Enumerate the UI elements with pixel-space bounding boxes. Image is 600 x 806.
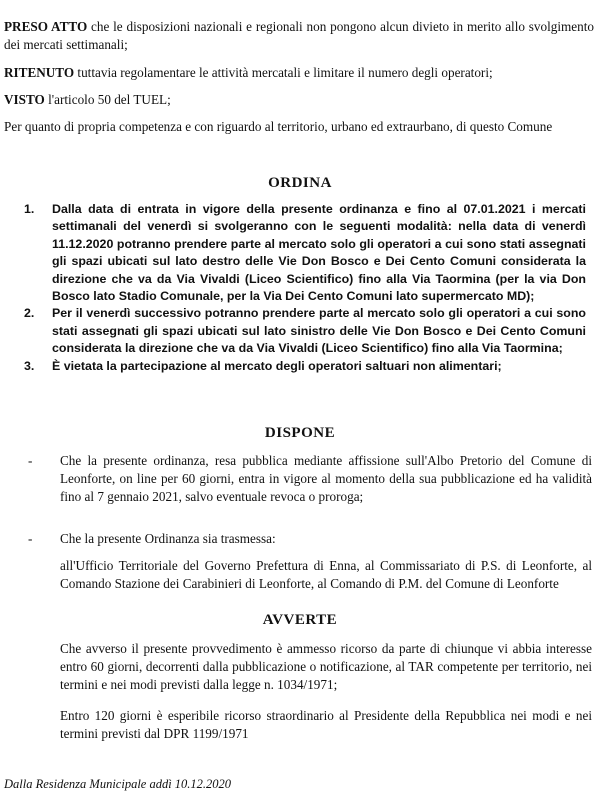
dispone-heading: DISPONE: [264, 425, 336, 441]
ordina-item-number: 2.: [24, 306, 35, 321]
ordina-list: [24, 201, 586, 375]
ordina-item-text: È vietata la partecipazione al mercato degli operatori saltuari non alimentari;: [52, 358, 502, 373]
preso-atto-lead: PRESO ATTO: [4, 19, 88, 34]
ordina-item-text: Per il venerdì successivo potranno prendere parte al mercato solo gli operatori a cui sono stati assegnati gli spazi ubicati sul lato sinistro delle Vie Don Bosco e Dei Cento Comuni considerata la direzione che va da Via Vivaldi (Liceo Scientifico) fino alla Via Taormina;: [52, 306, 586, 356]
dispone-item-text: Che la presente Ordinanza sia trasmessa:: [60, 531, 276, 546]
ritenuto-text: tuttavia regolamentare le attività mercatali e limitare il numero degli operatori;: [74, 65, 493, 80]
ordina-item-2: [24, 305, 586, 357]
dispone-item-2: [28, 530, 592, 548]
visto-paragraph: [4, 91, 594, 109]
competenza-paragraph: Per quanto di propria competenza e con riguardo al territorio, urbano ed extraurbano, di questo Comune: [4, 119, 553, 134]
preso-atto-paragraph: [4, 18, 594, 54]
preso-atto-text: che le disposizioni nazionali e regionali non pongono alcun divieto in merito allo svolgimento dei mercati settimanali;: [4, 19, 594, 52]
dash-bullet: -: [28, 453, 33, 468]
dash-bullet: -: [28, 531, 33, 546]
avverte-paragraph-2: Entro 120 giorni è esperibile ricorso straordinario al Presidente della Repubblica nei modi e nei termini previsti dal DPR 1199/1971: [60, 708, 592, 741]
dispone-item-text: Che la presente ordinanza, resa pubblica mediante affissione sull'Albo Pretorio del Comune di Leonforte, on line per 60 giorni, entra in vigore al momento della sua pubblicazione ed ha validità fino al 7 gennaio 2021, salvo eventuale revoca o proroga;: [60, 453, 592, 504]
footer-date: Dalla Residenza Municipale addì 10.12.2020: [4, 777, 232, 791]
avverte-paragraph-1: Che avverso il presente provvedimento è ammesso ricorso da parte di chiunque vi abbia interesse entro 60 giorni, decorrenti dalla pubblicazione o notificazione, al TAR competente per territorio, nei termini e nei modi previsti dalla legge n. 1034/1971;: [60, 641, 592, 692]
ordina-item-text: Dalla data di entrata in vigore della presente ordinanza e fino al 07.01.2021 i mercati settimanali del venerdì si svolgeranno con le seguenti modalità: nella data di venerdì 11.12.2020 potranno prendere parte al mercato solo gli operatori a cui sono stati assegnati gli spazi ubicati sul lato destro delle Vie Don Bosco e Dei Cento Comuni considerata la direzione che va da Via Vivaldi (Liceo Scientifico) fino alla Via Taormina (per la via Don Bosco lato Stadio Comunale, per la Via Dei Cento Comuni lato supermercato MD);: [52, 202, 586, 304]
dispone-recipients: all'Ufficio Territoriale del Governo Prefettura di Enna, al Commissariato di P.S. di Leonforte, al Comando Stazione dei Carabinieri di Leonforte, al Comando di P.M. del Comune di Leonforte: [60, 558, 592, 591]
avverte-heading: AVVERTE: [262, 612, 338, 628]
dispone-item-1: [28, 452, 592, 506]
ordina-item-1: [24, 201, 586, 305]
ordina-heading: ORDINA: [268, 175, 332, 191]
ordina-item-number: 3.: [24, 358, 35, 373]
ritenuto-lead: RITENUTO: [4, 65, 75, 80]
ordina-item-3: [24, 358, 586, 375]
visto-text: l'articolo 50 del TUEL;: [44, 92, 171, 107]
visto-lead: VISTO: [4, 92, 45, 107]
ordina-item-number: 1.: [24, 202, 35, 216]
ritenuto-paragraph: [4, 64, 594, 82]
